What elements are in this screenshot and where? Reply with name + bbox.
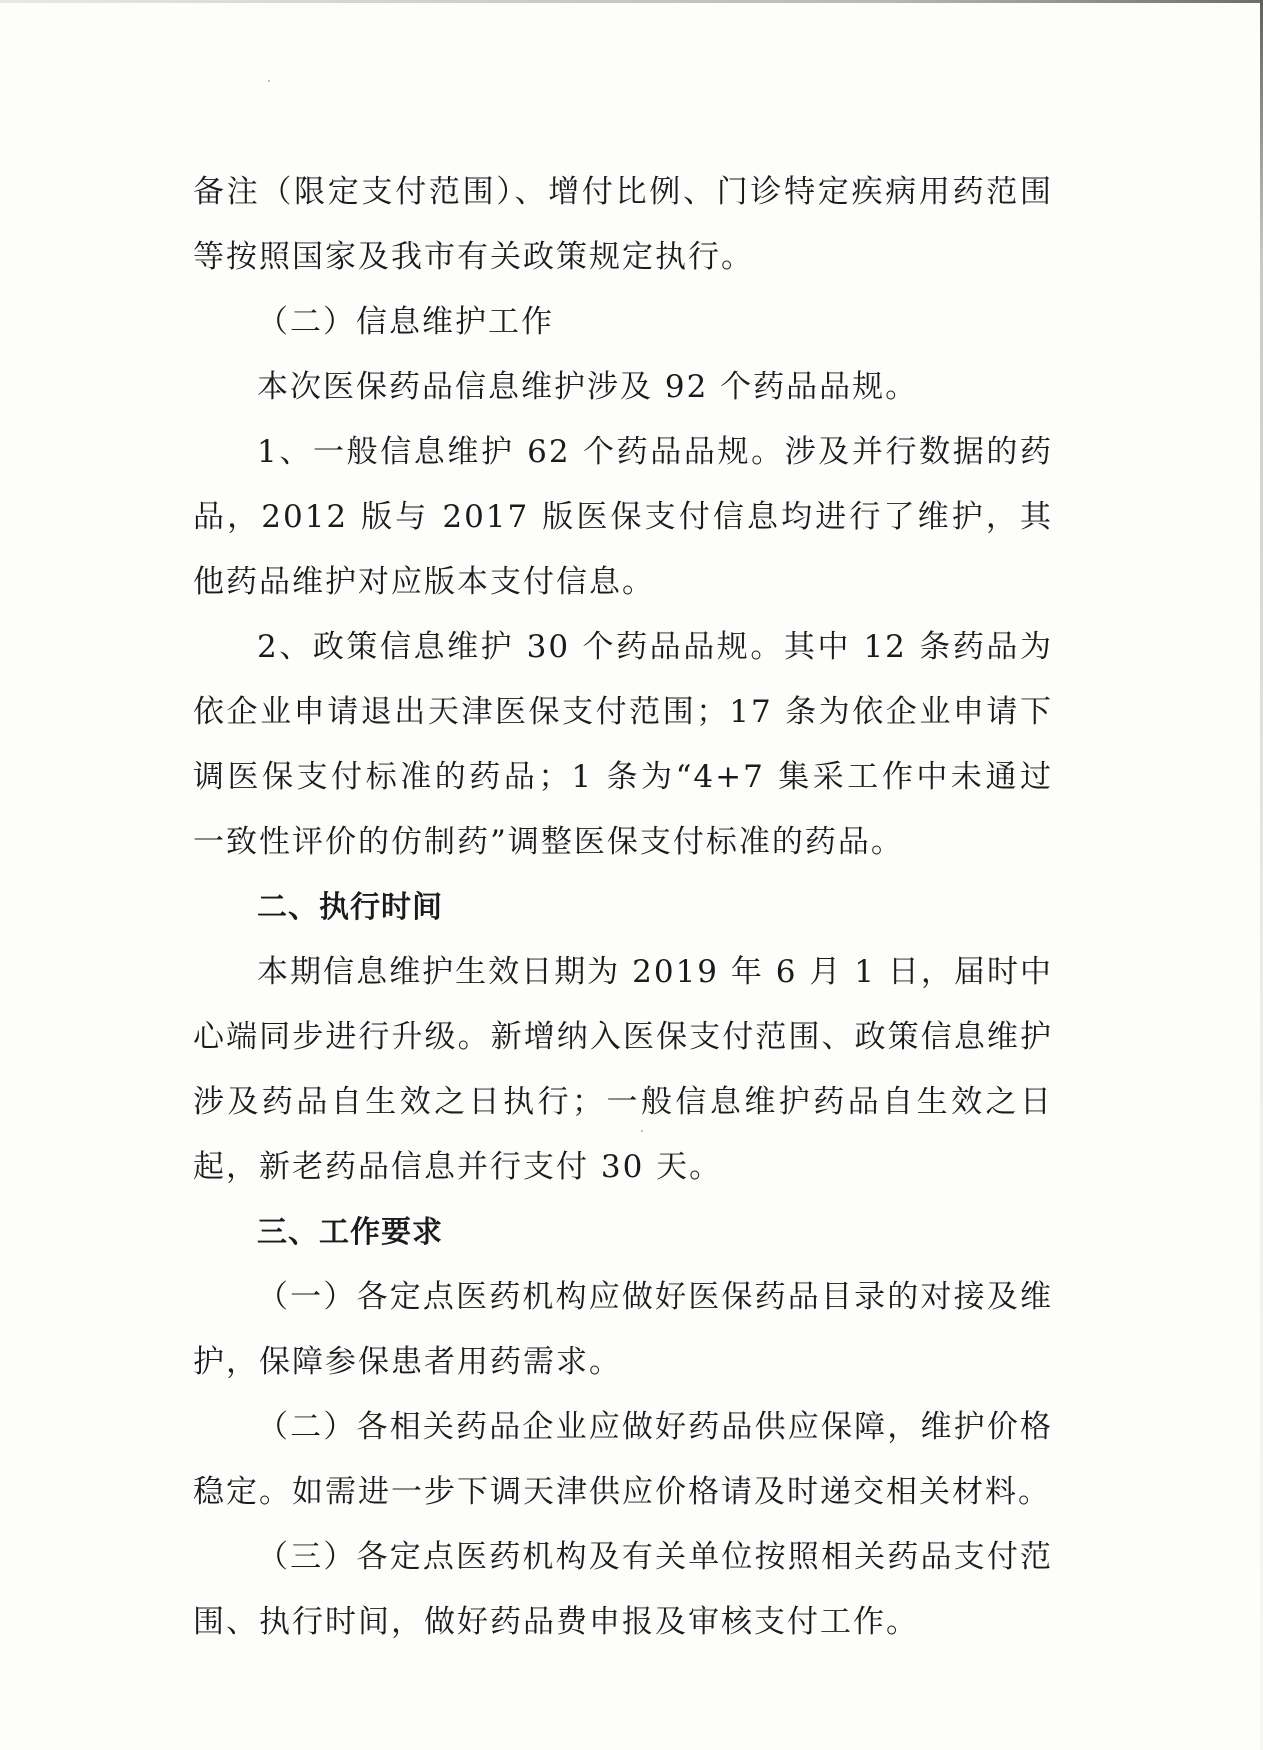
paragraph-general-info: 1、一般信息维护 62 个药品品规。涉及并行数据的药品，2012 版与 2017 版医保支付信息均进行了维护，其他药品维护对应版本支付信息。 (193, 434, 1053, 600)
paragraph-effective-date: 本期信息维护生效日期为 2019 年 6 月 1 日，届时中心端同步进行升级。新增纳入医保支付范围、政策信息维护涉及药品自生效之日执行；一般信息维护药品自生效之日起，新老药品信息并行支付 30 天。 (193, 954, 1053, 1185)
subheading-info-maintenance: （二）信息维护工作 (257, 304, 554, 340)
paragraph-requirement-3: （三）各定点医药机构及有关单位按照相关药品支付范围、执行时间，做好药品费申报及审核支付工作。 (193, 1539, 1053, 1640)
paragraph-scope-count: 本次医保药品信息维护涉及 92 个药品品规。 (257, 369, 919, 405)
scan-speck (268, 80, 270, 82)
section-heading-execution-time: 二、执行时间 (257, 890, 443, 925)
document-body (193, 160, 1053, 1655)
section-heading-work-requirements: 三、工作要求 (257, 1215, 443, 1250)
scan-edge-top (0, 0, 1263, 3)
paragraph-policy-info: 2、政策信息维护 30 个药品品规。其中 12 条药品为依企业申请退出天津医保支付范围；17 条为依企业申请下调医保支付标准的药品；1 条为“4+7 集采工作中未通过一致性评价的仿制药”调整医保支付标准的药品。 (193, 629, 1053, 860)
paragraph-remarks-continued: 备注（限定支付范围）、增付比例、门诊特定疾病用药范围等按照国家及我市有关政策规定执行。 (193, 174, 1053, 275)
paragraph-requirement-1: （一）各定点医药机构应做好医保药品目录的对接及维护，保障参保患者用药需求。 (193, 1279, 1053, 1380)
paragraph-requirement-2: （二）各相关药品企业应做好药品供应保障，维护价格稳定。如需进一步下调天津供应价格请及时递交相关材料。 (193, 1409, 1053, 1510)
